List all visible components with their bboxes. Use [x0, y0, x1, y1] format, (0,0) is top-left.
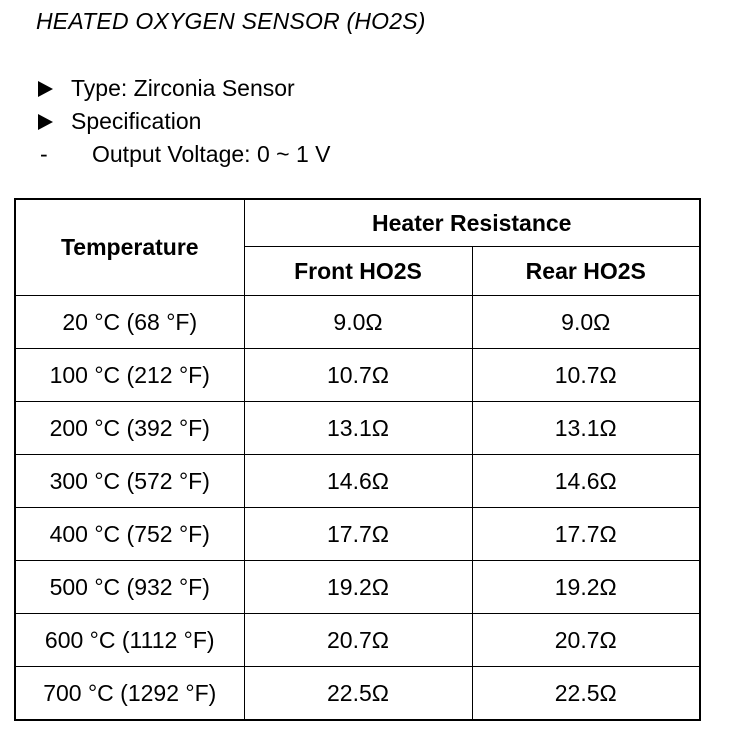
bullet-type: [38, 72, 330, 105]
bullet-type-text: Type: Zirconia Sensor: [71, 75, 295, 101]
triangle-bullet-icon: [38, 114, 53, 130]
triangle-bullet-icon: [38, 81, 53, 97]
cell-rear: 14.6Ω: [472, 455, 700, 508]
cell-front: 19.2Ω: [244, 561, 472, 614]
cell-front: 20.7Ω: [244, 614, 472, 667]
cell-front: 17.7Ω: [244, 508, 472, 561]
table-row: [15, 614, 700, 667]
dash-bullet: -: [40, 141, 48, 167]
cell-rear: 10.7Ω: [472, 349, 700, 402]
cell-temperature: 200 °C (392 °F): [15, 402, 244, 455]
cell-temperature: 300 °C (572 °F): [15, 455, 244, 508]
table-row: [15, 561, 700, 614]
cell-temperature: 400 °C (752 °F): [15, 508, 244, 561]
cell-rear: 20.7Ω: [472, 614, 700, 667]
table-row: [15, 667, 700, 721]
cell-front: 10.7Ω: [244, 349, 472, 402]
header-front-ho2s: Front HO2S: [244, 247, 472, 296]
header-temperature: Temperature: [15, 199, 244, 296]
cell-rear: 19.2Ω: [472, 561, 700, 614]
cell-temperature: 500 °C (932 °F): [15, 561, 244, 614]
bullet-specification-text: Specification: [71, 108, 202, 134]
cell-front: 13.1Ω: [244, 402, 472, 455]
table-header-row: [15, 199, 700, 247]
cell-temperature: 100 °C (212 °F): [15, 349, 244, 402]
table-row: [15, 455, 700, 508]
bullet-output-voltage: [38, 138, 330, 171]
cell-rear: 9.0Ω: [472, 296, 700, 349]
bullet-specification: [38, 105, 330, 138]
cell-rear: 22.5Ω: [472, 667, 700, 721]
table-row: [15, 508, 700, 561]
header-rear-ho2s: Rear HO2S: [472, 247, 700, 296]
cell-temperature: 20 °C (68 °F): [15, 296, 244, 349]
cell-front: 22.5Ω: [244, 667, 472, 721]
heater-resistance-table: [14, 198, 701, 721]
page-title: HEATED OXYGEN SENSOR (HO2S): [36, 8, 426, 34]
bullet-output-voltage-text: Output Voltage: 0 ~ 1 V: [92, 141, 331, 167]
cell-front: 9.0Ω: [244, 296, 472, 349]
cell-front: 14.6Ω: [244, 455, 472, 508]
cell-temperature: 600 °C (1112 °F): [15, 614, 244, 667]
cell-temperature: 700 °C (1292 °F): [15, 667, 244, 721]
table-row: [15, 402, 700, 455]
spec-bullets: [38, 72, 330, 171]
header-heater-resistance: Heater Resistance: [244, 199, 700, 247]
table-row: [15, 349, 700, 402]
table-body: [15, 296, 700, 721]
cell-rear: 17.7Ω: [472, 508, 700, 561]
cell-rear: 13.1Ω: [472, 402, 700, 455]
table-row: [15, 296, 700, 349]
